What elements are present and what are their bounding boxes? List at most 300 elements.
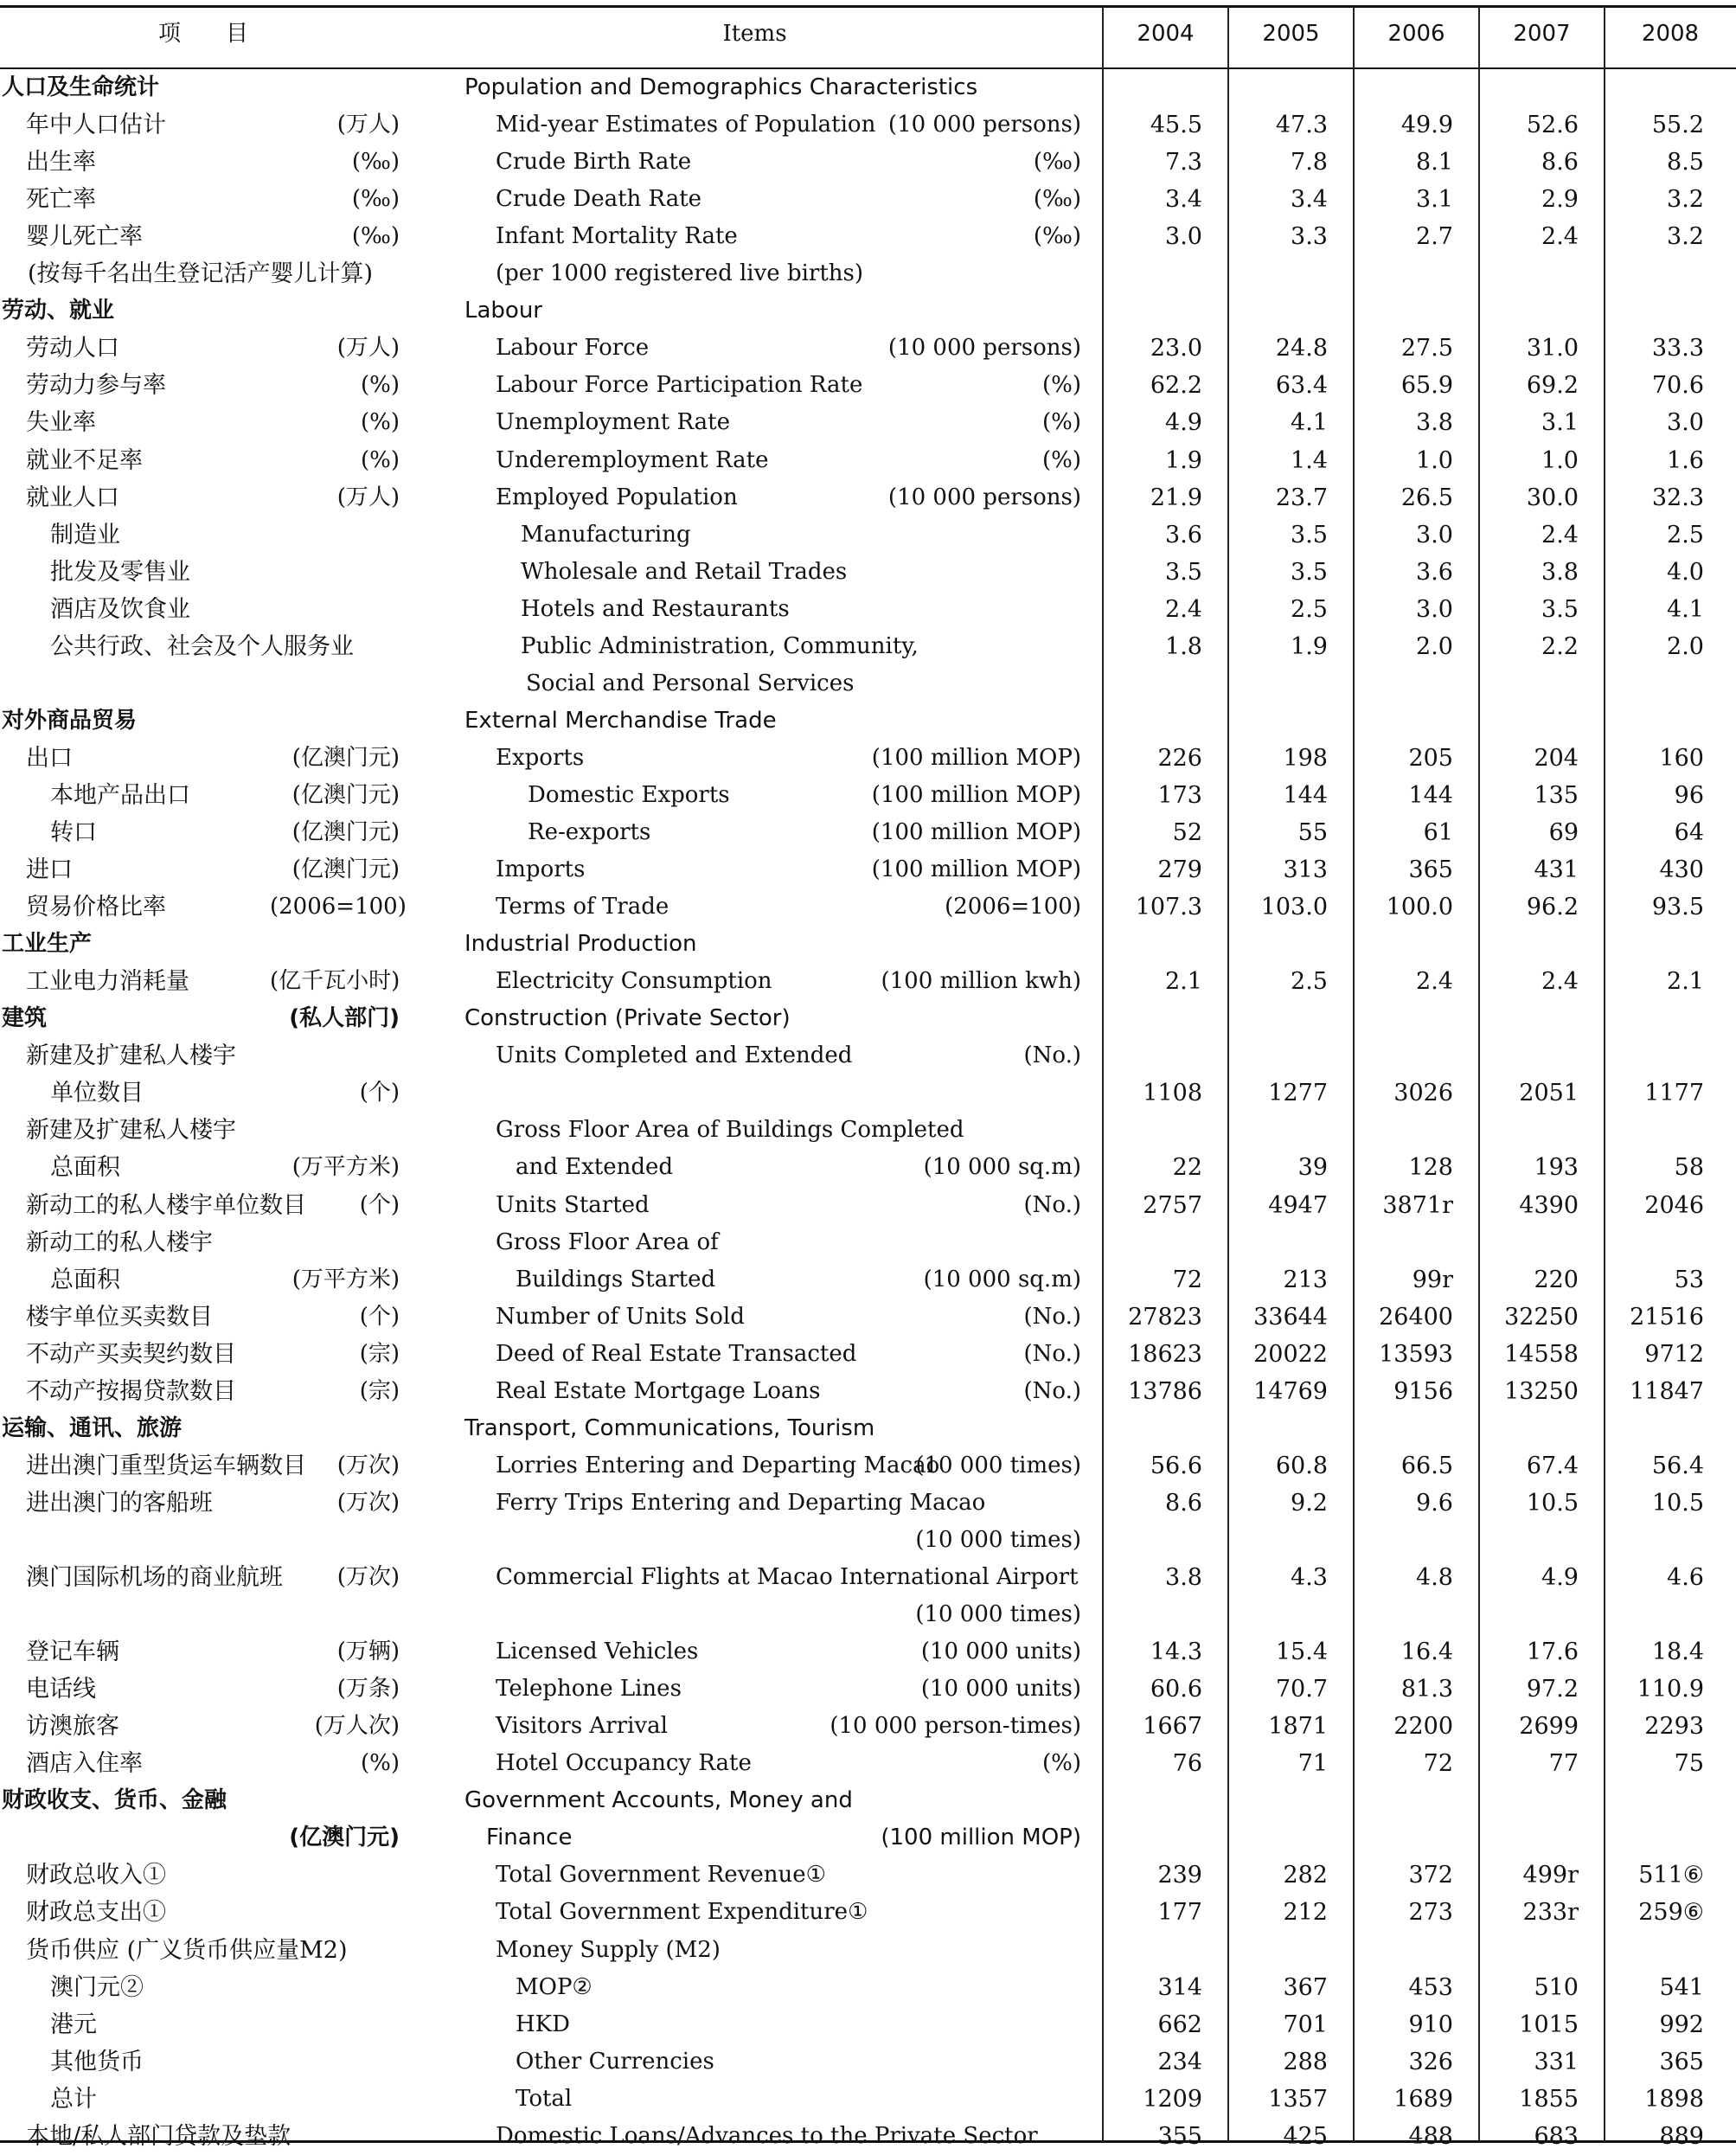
- row-label-zh: 新动工的私人楼宇单位数目: [26, 1191, 306, 1219]
- row-label-en: Total Government Revenue①: [496, 1862, 826, 1889]
- row-label-en: Underemployment Rate: [496, 446, 769, 473]
- row-label-zh: 本地/私人部门贷款及垫款: [26, 2122, 291, 2150]
- row-label-zh: 总面积: [50, 1154, 120, 1182]
- row-label-en: Visitors Arrival: [496, 1713, 668, 1740]
- cell-value-2008: 889: [1659, 2122, 1704, 2150]
- cell-value-2007: 193: [1534, 1154, 1579, 1182]
- row-label-en: External Merchandise Trade: [464, 707, 777, 734]
- cell-value-2004: 3.0: [1165, 223, 1202, 251]
- cell-value-2005: 701: [1283, 2011, 1328, 2038]
- row-label-zh: 澳门国际机场的商业航班: [26, 1564, 283, 1591]
- row-label-en: Population and Demographics Characteristics: [464, 74, 978, 100]
- cell-value-2008: 8.5: [1667, 149, 1704, 176]
- row-unit-zh: (宗): [359, 1340, 400, 1367]
- row-unit-en: (100 million MOP): [871, 781, 1081, 808]
- row-label-zh: 制造业: [50, 521, 120, 548]
- cell-value-2006: 13593: [1379, 1340, 1453, 1368]
- cell-value-2006: 3.6: [1416, 558, 1453, 586]
- row-label-en: (per 1000 registered live births): [496, 260, 864, 287]
- cell-value-2008: 3.0: [1667, 409, 1704, 437]
- cell-value-2005: 20022: [1253, 1340, 1328, 1368]
- cell-value-2005: 33644: [1253, 1303, 1328, 1331]
- row-label-en: Ferry Trips Entering and Departing Macao: [496, 1489, 986, 1516]
- cell-value-2005: 14769: [1253, 1377, 1328, 1405]
- cell-value-2005: 23.7: [1275, 484, 1328, 511]
- row-label-zh: 楼宇单位买卖数目: [26, 1303, 213, 1331]
- cell-value-2004: 314: [1157, 1973, 1202, 2001]
- row-unit-zh: (万次): [336, 1452, 400, 1478]
- cell-value-2006: 81.3: [1400, 1676, 1453, 1703]
- row-unit-en: (No.): [1023, 1303, 1081, 1330]
- cell-value-2007: 17.6: [1526, 1639, 1579, 1666]
- cell-value-2004: 76: [1172, 1750, 1202, 1778]
- table-row: [0, 442, 1736, 479]
- cell-value-2006: 326: [1408, 2048, 1453, 2075]
- table-row: [0, 814, 1736, 851]
- table-row: [0, 2043, 1736, 2081]
- row-unit-zh: (%): [361, 409, 400, 436]
- cell-value-2008: 511⑥: [1638, 1862, 1704, 1889]
- table-row: [0, 1522, 1736, 1559]
- row-label-zh: 酒店及饮食业: [50, 595, 190, 623]
- header-year-2005: 2005: [1262, 21, 1320, 47]
- row-label-zh: 总计: [50, 2085, 97, 2113]
- cell-value-2008: 1898: [1644, 2085, 1704, 2113]
- row-unit-en: (10 000 person-times): [830, 1713, 1081, 1740]
- row-unit-en: (10 000 persons): [887, 112, 1081, 138]
- table-row: [0, 479, 1736, 516]
- cell-value-2007: 52.6: [1526, 112, 1579, 139]
- cell-value-2004: 279: [1157, 856, 1202, 884]
- row-label-zh: 货币供应 (广义货币供应量M2): [26, 1936, 348, 1964]
- cell-value-2004: 239: [1157, 1862, 1202, 1889]
- row-unit-zh: (亿澳门元): [291, 781, 400, 808]
- row-unit-en: (10 000 units): [920, 1639, 1081, 1665]
- cell-value-2005: 3.4: [1291, 186, 1328, 214]
- cell-value-2008: 992: [1659, 2011, 1704, 2038]
- cell-value-2006: 72: [1423, 1750, 1453, 1778]
- cell-value-2005: 3.5: [1291, 558, 1328, 586]
- cell-value-2004: 107.3: [1135, 894, 1202, 921]
- row-label-zh: 人口及生命统计: [2, 74, 160, 100]
- row-label-zh: 出生率: [26, 149, 96, 176]
- cell-value-2008: 18.4: [1651, 1639, 1704, 1666]
- cell-value-2007: 67.4: [1526, 1452, 1579, 1479]
- row-label-zh: 建筑: [2, 1005, 48, 1032]
- row-unit-en: (%): [1042, 409, 1081, 436]
- cell-value-2005: 15.4: [1275, 1639, 1328, 1666]
- row-unit-en: (100 million MOP): [871, 744, 1081, 771]
- row-label-zh: 就业人口: [26, 484, 119, 511]
- row-label-en: Gross Floor Area of: [496, 1228, 719, 1255]
- row-unit-en: (10 000 persons): [887, 335, 1081, 362]
- row-unit-en: (%): [1042, 446, 1081, 473]
- cell-value-2007: 14558: [1504, 1340, 1579, 1368]
- cell-value-2007: 4.9: [1541, 1564, 1579, 1591]
- row-label-en: Crude Death Rate: [496, 186, 702, 213]
- cell-value-2007: 331: [1534, 2048, 1579, 2075]
- table-row: [0, 404, 1736, 441]
- cell-value-2005: 198: [1283, 744, 1328, 772]
- cell-value-2005: 4.3: [1291, 1564, 1328, 1591]
- cell-value-2004: 177: [1157, 1899, 1202, 1927]
- cell-value-2005: 47.3: [1275, 112, 1328, 139]
- section-header-row: [0, 69, 1736, 106]
- cell-value-2004: 56.6: [1150, 1452, 1202, 1479]
- table-row: [0, 1224, 1736, 1261]
- row-label-zh: 劳动、就业: [2, 298, 115, 324]
- table-row: [0, 255, 1736, 292]
- cell-value-2004: 21.9: [1150, 484, 1202, 511]
- cell-value-2005: 213: [1283, 1266, 1328, 1293]
- cell-value-2007: 3.5: [1541, 595, 1579, 623]
- table-row: [0, 1633, 1736, 1671]
- table-row: [0, 1708, 1736, 1745]
- row-label-zh: 不动产按揭贷款数目: [26, 1377, 236, 1405]
- row-unit-zh: (‰): [351, 149, 400, 176]
- row-unit-zh: (%): [361, 446, 400, 473]
- table-row: [0, 218, 1736, 255]
- cell-value-2006: 372: [1408, 1862, 1453, 1889]
- cell-value-2008: 32.3: [1651, 484, 1704, 511]
- cell-value-2005: 425: [1283, 2122, 1328, 2150]
- cell-value-2004: 13786: [1128, 1377, 1202, 1405]
- cell-value-2005: 1357: [1268, 2085, 1328, 2113]
- row-label-en: Public Administration, Community,: [521, 632, 919, 659]
- cell-value-2008: 53: [1674, 1266, 1704, 1293]
- row-label-zh: 财政总收入①: [26, 1862, 166, 1889]
- table-row: [0, 1261, 1736, 1299]
- cell-value-2005: 39: [1297, 1154, 1328, 1182]
- row-unit-en: (10 000 sq.m): [923, 1154, 1081, 1181]
- cell-value-2005: 1.9: [1291, 632, 1328, 660]
- cell-value-2006: 3871r: [1382, 1191, 1453, 1219]
- row-label-zh: 财政收支、货币、金融: [2, 1787, 227, 1814]
- cell-value-2005: 1277: [1268, 1080, 1328, 1107]
- row-unit-zh: (宗): [359, 1377, 400, 1404]
- cell-value-2008: 4.6: [1667, 1564, 1704, 1591]
- row-label-en: Commercial Flights at Macao International Airport: [496, 1564, 1079, 1590]
- row-unit-en: (10 000 times): [915, 1601, 1081, 1628]
- cell-value-2004: 3.6: [1165, 521, 1202, 548]
- row-label-zh: 对外商品贸易: [2, 707, 138, 734]
- table-row: [0, 1074, 1736, 1112]
- row-label-zh: 死亡率: [26, 186, 96, 214]
- cell-value-2006: 488: [1408, 2122, 1453, 2150]
- row-label-zh: 转口: [50, 819, 97, 846]
- row-unit-en: (No.): [1023, 1191, 1081, 1218]
- cell-value-2008: 70.6: [1651, 372, 1704, 400]
- cell-value-2004: 3.4: [1165, 186, 1202, 214]
- cell-value-2007: 2.2: [1541, 632, 1579, 660]
- cell-value-2004: 60.6: [1150, 1676, 1202, 1703]
- cell-value-2004: 52: [1172, 819, 1202, 846]
- cell-value-2008: 541: [1659, 1973, 1704, 2001]
- cell-value-2006: 3.1: [1416, 186, 1453, 214]
- cell-value-2008: 1.6: [1667, 446, 1704, 474]
- cell-value-2007: 69.2: [1526, 372, 1579, 400]
- row-label-en: Domestic Loans/Advances to the Private Sector: [496, 2122, 1038, 2149]
- cell-value-2006: 3.0: [1416, 521, 1453, 548]
- row-unit-zh: (亿澳门元): [291, 819, 400, 845]
- cell-value-2008: 33.3: [1651, 335, 1704, 362]
- table-row: [0, 181, 1736, 218]
- row-unit-zh: (亿澳门元): [291, 856, 400, 883]
- table-row: [0, 1932, 1736, 1969]
- row-label-en: Re-exports: [528, 819, 651, 845]
- cell-value-2005: 367: [1283, 1973, 1328, 2001]
- row-label-en: HKD: [516, 2011, 570, 2037]
- row-label-en: Telephone Lines: [496, 1676, 682, 1703]
- header-year-2004: 2004: [1137, 21, 1195, 47]
- row-unit-en: (2006=100): [945, 894, 1081, 920]
- cell-value-2007: 8.6: [1541, 149, 1579, 176]
- row-unit-zh: (个): [359, 1080, 400, 1106]
- cell-value-2005: 313: [1283, 856, 1328, 884]
- cell-value-2005: 7.8: [1291, 149, 1328, 176]
- row-label-zh: 出口: [26, 744, 73, 772]
- row-unit-en: (10 000 units): [920, 1676, 1081, 1703]
- cell-value-2008: 2.0: [1667, 632, 1704, 660]
- cell-value-2006: 3026: [1393, 1080, 1453, 1107]
- cell-value-2004: 45.5: [1150, 112, 1202, 139]
- cell-value-2008: 3.2: [1667, 223, 1704, 251]
- cell-value-2005: 288: [1283, 2048, 1328, 2075]
- row-label-en: Employed Population: [496, 484, 738, 510]
- cell-value-2006: 910: [1408, 2011, 1453, 2038]
- cell-value-2006: 9156: [1393, 1377, 1453, 1405]
- row-unit-zh: (%): [361, 1750, 400, 1777]
- row-unit-en: (%): [1042, 372, 1081, 399]
- cell-value-2004: 234: [1157, 2048, 1202, 2075]
- row-label-zh: 批发及零售业: [50, 558, 190, 586]
- row-label-en: Government Accounts, Money and: [464, 1787, 853, 1814]
- row-label-en: Other Currencies: [516, 2048, 714, 2075]
- cell-value-2008: 2293: [1644, 1713, 1704, 1741]
- cell-value-2006: 144: [1408, 781, 1453, 809]
- row-label-en: Social and Personal Services: [526, 670, 855, 696]
- row-label-en: Manufacturing: [521, 521, 691, 548]
- row-label-en: Total: [516, 2085, 573, 2112]
- cell-value-2007: 10.5: [1526, 1489, 1579, 1517]
- cell-value-2007: 2.4: [1541, 968, 1579, 996]
- table-row: [0, 1485, 1736, 1522]
- row-label-zh: 不动产买卖契约数目: [26, 1340, 236, 1368]
- table-row: [0, 740, 1736, 777]
- cell-value-2007: 2.4: [1541, 521, 1579, 548]
- cell-value-2004: 2.4: [1165, 595, 1202, 623]
- cell-value-2007: 97.2: [1526, 1676, 1579, 1703]
- cell-value-2007: 204: [1534, 744, 1579, 772]
- cell-value-2007: 3.8: [1541, 558, 1579, 586]
- row-unit-en: (10 000 sq.m): [923, 1266, 1081, 1292]
- cell-value-2004: 662: [1157, 2011, 1202, 2038]
- row-label-en: and Extended: [516, 1154, 674, 1181]
- row-label-en: Domestic Exports: [528, 781, 730, 808]
- row-unit-zh: (万辆): [336, 1639, 400, 1665]
- cell-value-2008: 259⑥: [1638, 1899, 1704, 1927]
- row-label-zh: 新建及扩建私人楼宇: [26, 1117, 236, 1145]
- cell-value-2004: 2.1: [1165, 968, 1202, 996]
- row-label-zh: 贸易价格比率: [26, 894, 166, 921]
- row-label-en: Real Estate Mortgage Loans: [496, 1377, 821, 1404]
- cell-value-2004: 14.3: [1150, 1639, 1202, 1666]
- table-row: [0, 2118, 1736, 2155]
- cell-value-2007: 13250: [1504, 1377, 1579, 1405]
- cell-value-2007: 2699: [1519, 1713, 1579, 1741]
- table-row: [0, 665, 1736, 702]
- row-unit-zh: (万人次): [314, 1713, 400, 1740]
- cell-value-2006: 9.6: [1416, 1489, 1453, 1517]
- cell-value-2006: 26.5: [1400, 484, 1453, 511]
- header-items-en: Items: [722, 21, 787, 47]
- cell-value-2005: 212: [1283, 1899, 1328, 1927]
- cell-value-2008: 430: [1659, 856, 1704, 884]
- cell-value-2007: 2.9: [1541, 186, 1579, 214]
- row-unit-zh: (万次): [336, 1489, 400, 1516]
- cell-value-2006: 3.0: [1416, 595, 1453, 623]
- cell-value-2004: 226: [1157, 744, 1202, 772]
- cell-value-2006: 2200: [1393, 1713, 1453, 1741]
- cell-value-2004: 1.9: [1165, 446, 1202, 474]
- row-label-en: Units Started: [496, 1191, 650, 1218]
- table-row: [0, 1969, 1736, 2006]
- cell-value-2007: 1015: [1519, 2011, 1579, 2038]
- row-label-zh: 总面积: [50, 1266, 120, 1293]
- table-row: [0, 106, 1736, 144]
- row-label-zh: 访澳旅客: [26, 1713, 119, 1741]
- row-unit-zh: (亿澳门元): [291, 744, 400, 771]
- cell-value-2007: 1.0: [1541, 446, 1579, 474]
- cell-value-2007: 32250: [1504, 1303, 1579, 1331]
- row-label-zh: 公共行政、社会及个人服务业: [50, 632, 354, 660]
- cell-value-2006: 128: [1408, 1154, 1453, 1182]
- row-unit-en: (‰): [1033, 149, 1081, 176]
- cell-value-2004: 4.9: [1165, 409, 1202, 437]
- cell-value-2005: 55: [1297, 819, 1328, 846]
- cell-value-2005: 71: [1297, 1750, 1328, 1778]
- row-unit-zh: (万条): [336, 1676, 400, 1703]
- section-header-row: [0, 702, 1736, 740]
- table-row: [0, 1596, 1736, 1633]
- cell-value-2005: 4947: [1268, 1191, 1328, 1219]
- cell-value-2008: 3.2: [1667, 186, 1704, 214]
- cell-value-2007: 2.4: [1541, 223, 1579, 251]
- cell-value-2006: 49.9: [1400, 112, 1453, 139]
- cell-value-2008: 10.5: [1651, 1489, 1704, 1517]
- row-label-zh: 婴儿死亡率: [26, 223, 143, 251]
- row-unit-zh: (个): [359, 1191, 400, 1218]
- cell-value-2005: 24.8: [1275, 335, 1328, 362]
- cell-value-2004: 7.3: [1165, 149, 1202, 176]
- table-row: [0, 777, 1736, 814]
- table-row: [0, 330, 1736, 367]
- cell-value-2004: 18623: [1128, 1340, 1202, 1368]
- row-label-en: Labour Force: [496, 335, 650, 362]
- table-row: [0, 1559, 1736, 1596]
- row-label-en: Crude Birth Rate: [496, 149, 692, 176]
- row-unit-en: (100 million kwh): [881, 968, 1081, 995]
- row-unit-en: (10 000 persons): [887, 484, 1081, 510]
- cell-value-2007: 135: [1534, 781, 1579, 809]
- row-label-en: Number of Units Sold: [496, 1303, 745, 1330]
- row-unit-en: (100 million MOP): [871, 819, 1081, 845]
- table-row: [0, 2006, 1736, 2043]
- cell-value-2004: 3.8: [1165, 1564, 1202, 1591]
- row-label-zh: 酒店入住率: [26, 1750, 143, 1778]
- row-label-en: Buildings Started: [516, 1266, 716, 1292]
- table-row: [0, 1894, 1736, 1931]
- row-label-zh: 就业不足率: [26, 446, 143, 474]
- row-unit-en: (‰): [1033, 186, 1081, 213]
- row-label-zh: 本地产品出口: [50, 781, 190, 809]
- cell-value-2007: 1855: [1519, 2085, 1579, 2113]
- row-unit-en: (No.): [1023, 1377, 1081, 1404]
- cell-value-2004: 27823: [1128, 1303, 1202, 1331]
- cell-value-2004: 62.2: [1150, 372, 1202, 400]
- table-row: [0, 554, 1736, 591]
- row-label-zh: 澳门元②: [50, 1973, 144, 2001]
- row-unit-zh: (亿千瓦小时): [270, 968, 400, 995]
- cell-value-2008: 2046: [1644, 1191, 1704, 1219]
- cell-value-2006: 66.5: [1400, 1452, 1453, 1479]
- row-unit-zh: (亿澳门元): [289, 1825, 400, 1851]
- row-label-zh: 失业率: [26, 409, 96, 437]
- row-label-zh: 运输、通讯、旅游: [2, 1414, 183, 1441]
- cell-value-2005: 2.5: [1291, 968, 1328, 996]
- row-label-en: Construction (Private Sector): [464, 1005, 791, 1032]
- row-label-zh: 电话线: [26, 1676, 96, 1703]
- row-label-zh: 劳动力参与率: [26, 372, 166, 400]
- cell-value-2008: 75: [1674, 1750, 1704, 1778]
- row-unit-en: (No.): [1023, 1340, 1081, 1367]
- cell-value-2005: 3.5: [1291, 521, 1328, 548]
- cell-value-2006: 2.7: [1416, 223, 1453, 251]
- row-label-zh: (按每千名出生登记活产婴儿计算): [28, 260, 374, 288]
- table-row: [0, 963, 1736, 1000]
- row-label-en: Money Supply (M2): [496, 1936, 721, 1963]
- cell-value-2005: 103.0: [1260, 894, 1328, 921]
- cell-value-2007: 96.2: [1526, 894, 1579, 921]
- table-row: [0, 851, 1736, 888]
- row-label-en: Gross Floor Area of Buildings Completed: [496, 1117, 964, 1144]
- row-label-en: Licensed Vehicles: [496, 1639, 699, 1665]
- row-unit-zh: (私人部门): [289, 1005, 400, 1032]
- cell-value-2004: 72: [1172, 1266, 1202, 1293]
- cell-value-2005: 2.5: [1291, 595, 1328, 623]
- table-row: [0, 591, 1736, 628]
- row-unit-zh: (万平方米): [291, 1154, 400, 1181]
- row-unit-en: (No.): [1023, 1042, 1081, 1069]
- row-label-zh: 年中人口估计: [26, 112, 166, 139]
- table-row: [0, 2081, 1736, 2118]
- cell-value-2007: 31.0: [1526, 335, 1579, 362]
- cell-value-2005: 1871: [1268, 1713, 1328, 1741]
- cell-value-2006: 61: [1423, 819, 1453, 846]
- cell-value-2008: 160: [1659, 744, 1704, 772]
- row-label-en: Labour Force Participation Rate: [496, 372, 863, 399]
- row-unit-zh: (个): [359, 1303, 400, 1330]
- cell-value-2004: 1108: [1143, 1080, 1202, 1107]
- cell-value-2008: 11847: [1630, 1377, 1704, 1405]
- cell-value-2007: 233r: [1522, 1899, 1579, 1927]
- row-label-en: Lorries Entering and Departing Macao: [496, 1452, 940, 1478]
- cell-value-2008: 21516: [1630, 1303, 1704, 1331]
- cell-value-2006: 205: [1408, 744, 1453, 772]
- cell-value-2006: 16.4: [1400, 1639, 1453, 1666]
- row-label-zh: 进出澳门的客船班: [26, 1489, 213, 1517]
- header-year-2006: 2006: [1387, 21, 1445, 47]
